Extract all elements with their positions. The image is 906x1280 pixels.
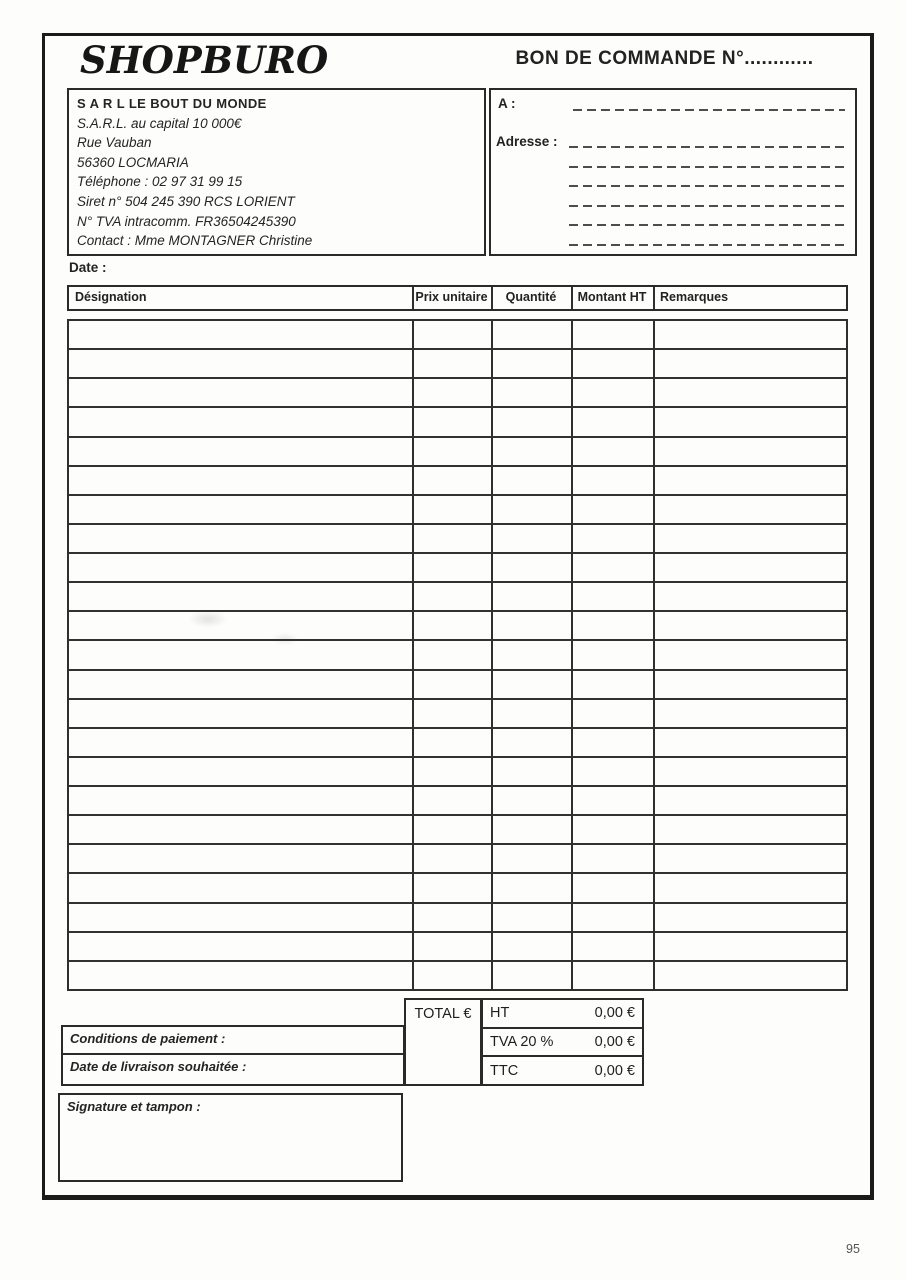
signature-box [58, 1093, 403, 1182]
address-write-line [569, 205, 847, 207]
total-row-tva [483, 1027, 642, 1056]
table-row [69, 843, 846, 872]
header-column-divider [412, 287, 414, 309]
table-row [69, 698, 846, 727]
body-column-divider [653, 321, 655, 989]
column-header-remarques: Remarques [660, 290, 729, 304]
date-label: Date : [69, 260, 107, 275]
header-column-divider [491, 287, 493, 309]
body-column-divider [412, 321, 414, 989]
address-write-line [569, 185, 847, 187]
total-row-ht [483, 1000, 642, 1027]
table-row [69, 377, 846, 406]
supplier-siret: Siret n° 504 245 390 RCS LORIENT [77, 193, 295, 209]
table-row [69, 639, 846, 668]
total-tva-value: 0,00 € [594, 1034, 635, 1050]
header-column-divider [571, 287, 573, 309]
payment-terms-box [61, 1025, 405, 1055]
total-ttc-value: 0,00 € [594, 1062, 635, 1079]
table-row [69, 321, 846, 348]
table-row [69, 785, 846, 814]
address-write-line [569, 146, 847, 148]
supplier-name: S A R L LE BOUT DU MONDE [77, 96, 267, 111]
header-column-divider [653, 287, 655, 309]
supplier-city: 56360 LOCMARIA [77, 154, 189, 170]
to-label: A : [498, 96, 516, 111]
column-header-montant-ht: Montant HT [577, 290, 647, 304]
total-row-ttc [483, 1055, 642, 1084]
supplier-info-box [67, 88, 486, 256]
table-row [69, 552, 846, 581]
payment-terms-label: Conditions de paiement : [70, 1031, 226, 1046]
table-row [69, 814, 846, 843]
total-ht-value: 0,00 € [594, 1005, 635, 1022]
table-row [69, 610, 846, 639]
totals-box [481, 998, 644, 1086]
table-row [69, 872, 846, 901]
table-body [67, 319, 848, 991]
supplier-capital: S.A.R.L. au capital 10 000€ [77, 115, 242, 131]
table-row [69, 931, 846, 960]
column-header-quantite: Quantité [505, 290, 557, 304]
table-row [69, 902, 846, 931]
column-header-designation: Désignation [75, 290, 147, 304]
delivery-date-box [61, 1053, 405, 1086]
address-label: Adresse : [496, 134, 558, 149]
to-write-line [573, 109, 845, 111]
address-write-line [569, 166, 847, 168]
table-row [69, 581, 846, 610]
column-header-prix-unitaire: Prix unitaire [415, 290, 488, 304]
table-row [69, 494, 846, 523]
total-tva-label: TVA 20 % [490, 1034, 554, 1050]
table-row [69, 960, 846, 989]
supplier-contact: Contact : Mme MONTAGNER Christine [77, 233, 313, 249]
table-row [69, 523, 846, 552]
total-ht-label: HT [490, 1005, 510, 1022]
table-row [69, 727, 846, 756]
supplier-phone: Téléphone : 02 97 31 99 15 [77, 174, 243, 190]
page-number: 95 [846, 1242, 860, 1256]
body-column-divider [491, 321, 493, 989]
body-column-divider [571, 321, 573, 989]
table-row [69, 756, 846, 785]
document-title: BON DE COMMANDE N°............ [515, 48, 814, 69]
delivery-date-label: Date de livraison souhaitée : [70, 1059, 247, 1074]
table-row [69, 436, 846, 465]
supplier-tva: N° TVA intracomm. FR36504245390 [77, 213, 296, 229]
scan-artifact [190, 605, 320, 650]
signature-label: Signature et tampon : [67, 1099, 201, 1114]
table-row [69, 465, 846, 494]
shopburo-logo: SHOPBURO [80, 38, 329, 82]
table-row [69, 348, 846, 377]
table-row [69, 669, 846, 698]
supplier-street: Rue Vauban [77, 135, 152, 151]
table-row [69, 406, 846, 435]
address-write-line [569, 244, 847, 246]
table-header [67, 285, 848, 311]
total-ttc-label: TTC [490, 1062, 519, 1079]
recipient-box [489, 88, 857, 256]
address-write-line [569, 224, 847, 226]
total-euro-cell: TOTAL € [404, 998, 482, 1086]
